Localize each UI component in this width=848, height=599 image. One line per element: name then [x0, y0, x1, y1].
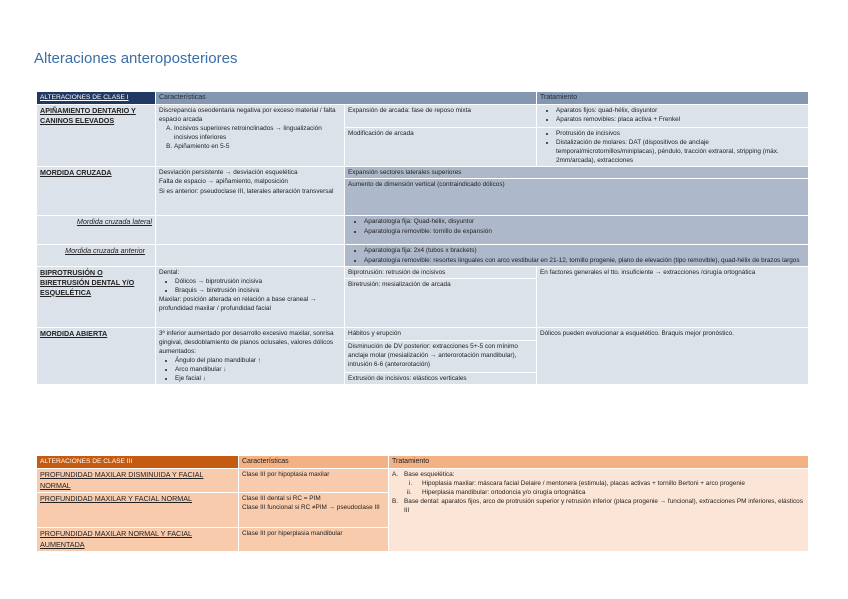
treatment-header: Tratamiento	[389, 456, 809, 469]
list-item: • Aparatología removible: tornillo de expansión	[364, 227, 805, 236]
biprotrusion-cell: Biprotrusión: retrusión de incisivos	[345, 266, 537, 278]
prof-aumentada-characteristics: Clase III por hiperplasia mandibular	[239, 528, 389, 552]
mordida-abierta-treatment: Dólicos pueden evolucionar a esquelético. Braquis mejor pronóstico.	[537, 327, 809, 385]
row-label-biprotrusion: BIPROTRUSIÓN O BIRETRUSIÓN DENTAL Y/O ESQUELÉTICA	[37, 266, 156, 327]
biprotrusion-treatment: En factores generales el tto. insuficiente → extracciones /cirugía ortognática	[537, 266, 809, 327]
table-row	[37, 216, 809, 245]
row-label-prof-aumentada: PROFUNDIDAD MAXILAR NORMAL Y FACIAL AUMENTADA	[37, 528, 239, 552]
table-row	[37, 469, 809, 493]
mordida-lateral-treatment	[345, 216, 809, 245]
row-label-mordida-lateral: Mordida cruzada lateral	[37, 216, 156, 245]
list-item: • Dólicos → biprotrusión incisiva	[175, 277, 341, 286]
habitos-erupcion: Hábitos y erupción	[345, 327, 537, 340]
list-item: • Aparatología removible: resortes linguales con arco vestibular en 21-12, tornillo progenie, plano de elevación (tipo removible), quad-hélix de brazos largos	[364, 256, 805, 265]
class-iii-tag: ALTERACIONES DE CLASE III	[37, 456, 239, 469]
characteristics-header: Características	[239, 456, 389, 469]
list-item: • Ángulo del plano mandibular ↑	[175, 356, 341, 365]
list-item: • Braquis → biretrusión incisiva	[175, 286, 341, 295]
list-item: A. Incisivos superiores retroinclinados → lingualización incisivos inferiores	[174, 124, 341, 142]
prof-disminuida-characteristics: Clase III por hipoplasia maxilar	[239, 469, 389, 493]
row-label-prof-normal: PROFUNDIDAD MAXILAR Y FACIAL NORMAL	[37, 493, 239, 528]
biretrusion-cell: Biretrusión: mesialización de arcada	[345, 278, 537, 327]
page-title: Alteraciones anteroposteriores	[34, 50, 238, 67]
list-item: • Distalización de molares: DAT (dispositivos de anclaje temporal/microtornillos/miniplacas), péndulo, tracción extraoral, stripping (máx. 2mm/arcada), extracciones	[556, 138, 805, 165]
table-row	[37, 105, 809, 128]
mordida-cruzada-characteristics: Desviación persistente → desviación esquelética Falta de espacio → apiñamiento, malposición Si es anterior: pseudoclase III, laterales alteración transversal	[156, 167, 345, 216]
expansion-arcada: Expansión de arcada: fase de reposo mixta	[345, 105, 537, 128]
modificacion-treatment	[537, 128, 809, 167]
class-i-header-row	[37, 92, 809, 105]
expansion-treatment	[537, 105, 809, 128]
table-row	[37, 245, 809, 266]
biprotrusion-characteristics: Dental: • Dólicos → biprotrusión incisiva • Braquis → biretrusión incisiva Maxilar: posición alterada en relación a base craneal → profundidad maxilar / profundidad facial	[156, 266, 345, 327]
modificacion-arcada: Modificación de arcada	[345, 128, 537, 167]
aumento-dimension: Aumento de dimensión vertical (contraindicado dólicos)	[345, 179, 809, 216]
row-label-mordida-abierta: MORDIDA ABIERTA	[37, 327, 156, 385]
row-label-mordida-anterior: Mordida cruzada anterior	[37, 245, 156, 266]
list-item: • Aparatos removibles: placa activa + Frenkel	[556, 115, 805, 124]
list-item: • Aparatología fija: 2x4 (tubos x brackets)	[364, 246, 805, 255]
class-iii-treatment: A. Base esquelética: i. Hipoplasia maxilar: máscara facial Delaire / mentonera (estimula), placas activas + tornillo Bertoni + arco progenie ii. Hiperplasia mandibular: ortodoncia y/o cirugía ortognática B. Base dental: aparatos fijos, arco de protrusión superior y retrusión inferior (placa progenie → funcional), extracciones PM inferiores, elásticos III	[389, 469, 809, 552]
empty-cell	[156, 216, 345, 245]
list-item: • Aparatología fija: Quad-hélix, disyuntor	[364, 217, 805, 226]
list-item: • Aparatos fijos: quad-hélix, disyuntor	[556, 106, 805, 115]
table-row	[37, 327, 809, 340]
list-item: • Arco mandibular ↓	[175, 365, 341, 374]
class-iii-table	[36, 455, 809, 552]
empty-cell	[156, 245, 345, 266]
treatment-header: Tratamiento	[537, 92, 809, 105]
class-i-tag: ALTERACIONES DE CLASE I	[37, 92, 156, 105]
class-i-table	[36, 91, 809, 385]
row-label-prof-disminuida: PROFUNDIDAD MAXILAR DISMINUIDA Y FACIAL NORMAL	[37, 469, 239, 493]
row-label-mordida-cruzada: MORDIDA CRUZADA	[37, 167, 156, 216]
extrusion-incisivos: Extrusión de incisivos: elásticos verticales	[345, 372, 537, 385]
mordida-abierta-characteristics: 3º inferior aumentado por desarrollo excesivo maxilar, sonrisa gingival, desdoblamiento de planos oclusales, valores dólicos aumentados: • Ángulo del plano mandibular ↑ • Arco mandibular ↓ • Eje facial ↓	[156, 327, 345, 385]
table-row	[37, 167, 809, 179]
class-iii-header-row	[37, 456, 809, 469]
expansion-sectores: Expansión sectores laterales superiores	[345, 167, 809, 179]
list-item: • Protrusión de incisivos	[556, 129, 805, 138]
apinamiento-characteristics: Discrepancia oseodentaria negativa por exceso material / falta espacio arcada A. Incisivos superiores retroinclinados → lingualización incisivos inferiores B. Apiñamiento en 5-5	[156, 105, 345, 167]
disminucion-dv: Disminución de DV posterior: extracciones 5+-5 con mínimo anclaje molar (mesialización → anterorotación mandibular), intrusión 6-6 (anterorotación)	[345, 340, 537, 372]
list-item: • Eje facial ↓	[175, 374, 341, 383]
mordida-anterior-treatment	[345, 245, 809, 266]
prof-normal-characteristics: Clase III dental si RC = PIM Clase III funcional si RC ≠PIM → pseudoclase III	[239, 493, 389, 528]
characteristics-header: Características	[156, 92, 537, 105]
list-item: B. Apiñamiento en 5-5	[174, 142, 341, 151]
table-row	[37, 266, 809, 278]
row-label-apinamiento: APIÑAMIENTO DENTARIO Y CANINOS ELEVADOS	[37, 105, 156, 167]
